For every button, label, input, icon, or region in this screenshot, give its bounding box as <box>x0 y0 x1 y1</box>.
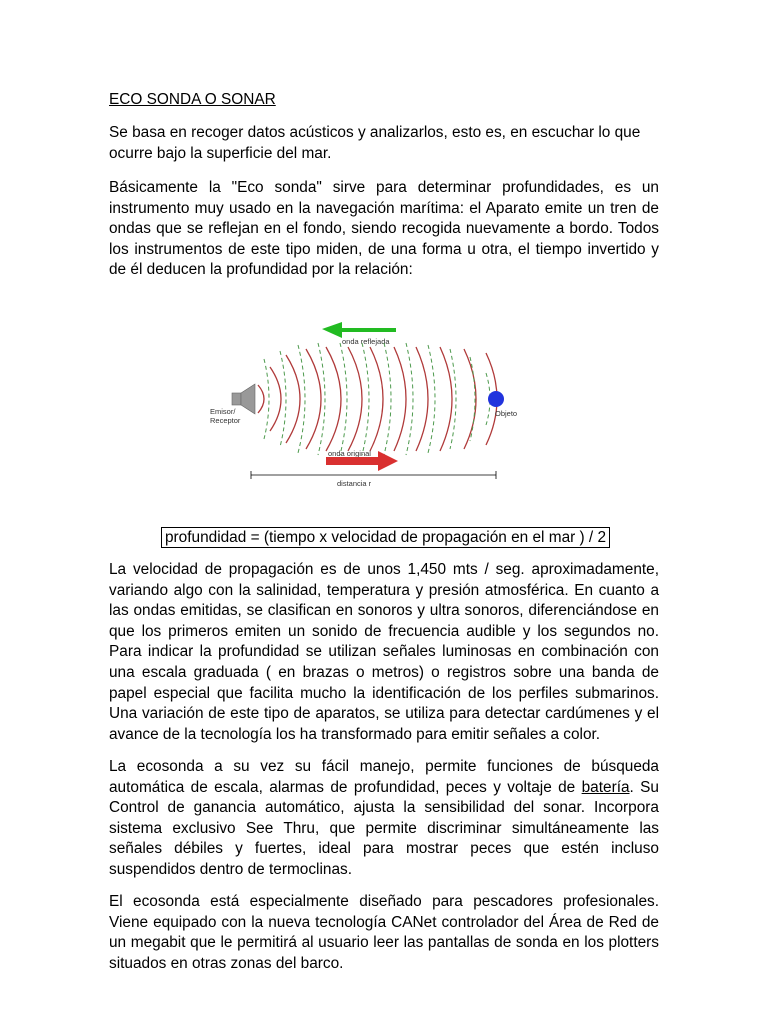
emitter-label-line1: Emisor/ <box>210 407 236 416</box>
reflected-arrow-icon <box>322 322 396 338</box>
distance-label: distancia r <box>337 479 372 488</box>
paragraph-features <box>109 757 659 881</box>
object-label: Objeto <box>495 409 518 418</box>
wave-front-dashed <box>298 345 305 453</box>
paragraph-features-text-1: La ecosonda a su vez su fácil manejo, permite funciones de búsqueda automática de escala, alarmas de profundidad, peces y voltaje de <box>109 758 659 796</box>
wave-front-dashed <box>384 343 391 455</box>
wave-front-dashed <box>450 349 456 449</box>
wave-front-solid <box>270 367 281 431</box>
wave-front-dashed <box>428 345 435 453</box>
emitter-label-line2: Receptor <box>210 416 241 425</box>
bateria-link[interactable]: batería <box>581 778 630 796</box>
paragraph-intro: Se basa en recoger datos acústicos y analizarlos, esto es, en escuchar lo que ocurre bajo la superficie del mar. <box>109 124 641 162</box>
wave-front-solid <box>286 355 300 443</box>
wave-front-solid <box>464 349 476 449</box>
wave-front-dashed <box>264 359 269 439</box>
depth-formula: profundidad = (tiempo x velocidad de propagación en el mar ) / 2 <box>161 527 610 548</box>
wave-front-dashed <box>362 343 369 455</box>
object-circle-icon <box>488 391 504 407</box>
sonar-diagram <box>200 322 520 492</box>
distance-line <box>251 471 496 479</box>
wave-front-solid <box>416 347 428 451</box>
wave-front-solid <box>326 347 341 451</box>
wave-front-solid <box>370 347 383 451</box>
speaker-icon <box>232 384 255 414</box>
wave-fronts <box>258 343 497 455</box>
reflected-wave-label: onda reflejada <box>342 337 390 346</box>
original-wave-label: onda original <box>328 449 371 458</box>
sonar-diagram-svg <box>200 322 520 492</box>
wave-front-solid <box>394 347 406 451</box>
wave-front-dashed <box>406 343 413 455</box>
paragraph-basics: Básicamente la "Eco sonda" sirve para determinar profundidades, es un instrumento muy usado en la navegación marítima: el Aparato emite un tren de ondas que se reflejan en el fondo, siendo recogida nuevamente a bordo. Todos los instrumentos de este tipo miden, de una forma u otra, el tiempo invertido y de él deducen la profundidad por la relación: <box>109 179 659 279</box>
wave-front-solid <box>306 349 321 449</box>
document-title: ECO SONDA O SONAR <box>109 91 276 108</box>
paragraph-velocity: La velocidad de propagación es de unos 1,450 mts / seg. aproximadamente, variando algo con la salinidad, temperatura y presión atmosférica. En cuanto a las ondas emitidas, se clasifican en sonoros y ultra sonoros, diferenciándose en que los primeros emiten un sonido de frecuencia audible y los segundos no. Para indicar la profundidad se utilizan señales luminosas en combinación con una escala graduada ( en brazas o metros) o registros sobre una banda de papel especial que facilita mucho la identificación de los perfiles submarinos. Una variación de este tipo de aparatos, se utiliza para detectar cardúmenes y el avance de la tecnología los ha transformado para emitir señales a color. <box>109 561 659 743</box>
paragraph-features-text-2: . Su Control de ganancia automático, ajusta la sensibilidad del sonar. Incorpora sistema exclusivo See Thru, que permite discriminar simultáneamente las señales débiles y fuertes, ideal para mostrar peces que estén incluso suspendidos dentro de termoclinas. <box>109 778 659 878</box>
wave-front-solid <box>348 347 362 451</box>
paragraph-professional: El ecosonda está especialmente diseñado para pescadores profesionales. Viene equipado con la nueva tecnología CANet controlador del Área de Red de un megabit que le permitirá al usuario leer las pantallas de sonda en los plotters situados en otras zonas del barco. <box>109 893 659 972</box>
wave-front-solid <box>440 347 452 451</box>
wave-front-solid <box>258 385 264 413</box>
